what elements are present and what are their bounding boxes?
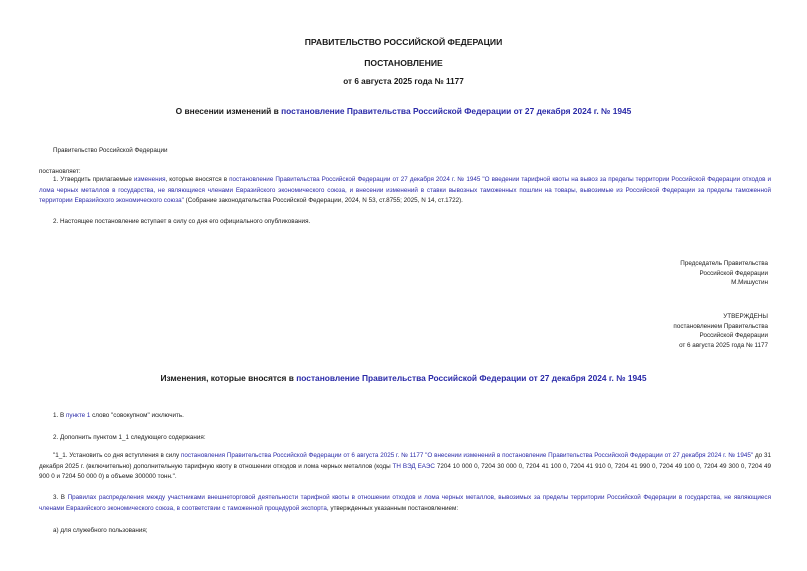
- approved-line-2: постановлением Правительства: [673, 322, 768, 330]
- change-3-rules-link[interactable]: Правилах распределения между участниками внешнеторговой деятельности тарифной квоты в отношении отходов и лома черных металлов, вывозимых за пределы территории Российской Федерации в государства, не являющиеся членами Евразийского экономического союза, в соответствии с таможенной процедурой экспорта: [39, 494, 771, 512]
- document-title: [0, 106, 807, 116]
- approved-block: [673, 312, 768, 351]
- document-type-heading: ПОСТАНОВЛЕНИЕ: [364, 58, 443, 68]
- quote-text-c: 7204 10 000 0, 7204 30 000 0, 7204 41 100 0, 7204 41 910 0, 7204 41 990 0, 7204 49 100 0, 7204 49 300 0, 7204 49 900 0 и 7204 50 000 0) в объеме 300000 тонн.".: [39, 462, 771, 481]
- change-2-paragraph: 2. Дополнить пунктом 1_1 следующего содержания:: [53, 434, 206, 441]
- change-1-point-link[interactable]: пункте 1: [65, 412, 91, 419]
- approved-line-3: Российской Федерации: [699, 332, 768, 340]
- title-link[interactable]: постановление Правительства Российской Федерации от 27 декабря 2024 г. № 1945: [281, 106, 632, 116]
- item-2-paragraph: 2. Настоящее постановление вступает в силу со дня его официального опубликования.: [53, 218, 311, 225]
- quote-decree-link[interactable]: постановления Правительства Российской Федерации от 6 августа 2025 г. № 1177 "О внесении изменений в постановление Правительства Российской Федерации от 27 декабря 2024 г. № 1945": [180, 452, 754, 459]
- change-1-paragraph: [53, 412, 184, 419]
- signature-line-1: Председатель Правительства: [680, 260, 768, 267]
- document-date-number: от 6 августа 2025 года № 1177: [343, 77, 464, 86]
- issuer-text: Правительство Российской Федерации: [53, 147, 168, 154]
- change-1-text-b: слово "совокупном" исключить.: [90, 412, 184, 419]
- quote-text-a: "1_1. Установить со дня вступления в силу: [53, 452, 181, 459]
- quote-text-b: до 31 декабря 2025 г. (включительно) дополнительную тарифную квоту в отношении отходов и лома черных металлов (коды: [39, 452, 771, 470]
- quote-tnved-link[interactable]: ТН ВЭД ЕАЭС: [392, 462, 435, 470]
- item-1-paragraph: [39, 175, 771, 207]
- item-1-decree-link[interactable]: постановление Правительства Российской Федерации от 27 декабря 2024 г. № 1945 "О введении тарифной квоты на вывоз за пределы территории Российской Федерации отходов и лома черных металлов в государства, не являющиеся членами Евразийского экономического союза, и внесении изменений в ставки вывозных таможенных пошлин на товары, вывозимые из Российской Федерации за пределы таможенной территории Евразийского экономического союза": [39, 176, 772, 205]
- change-1-text-a: 1. В: [53, 412, 66, 419]
- approved-line-4: от 6 августа 2025 года № 1177: [679, 342, 768, 350]
- title-prefix: О внесении изменений в: [175, 106, 282, 116]
- change-3-text-a: 3. В: [53, 494, 68, 501]
- change-3-paragraph: [39, 493, 771, 514]
- signature-line-3: М.Мишустин: [731, 279, 768, 287]
- approved-line-1: УТВЕРЖДЕНЫ: [723, 313, 768, 320]
- changes-title-prefix: Изменения, которые вносятся в: [160, 373, 297, 383]
- changes-title: [0, 373, 807, 383]
- change-3-text-b: , утвержденных указанным постановлением:: [326, 504, 459, 512]
- government-heading: ПРАВИТЕЛЬСТВО РОССИЙСКОЙ ФЕДЕРАЦИИ: [304, 37, 503, 47]
- item-1-text-a: 1. Утвердить прилагаемые: [53, 176, 134, 183]
- item-1-changes-link[interactable]: изменения: [133, 176, 166, 183]
- item-1-text-c: (Собрание законодательства Российской Федерации, 2024, N 53, ст.8755; 2025, N 14, ст.1722).: [183, 197, 463, 205]
- decides-text: постановляет:: [39, 168, 81, 175]
- signature-line-2: Российской Федерации: [699, 269, 768, 277]
- changes-title-link[interactable]: постановление Правительства Российской Федерации от 27 декабря 2024 г. № 1945: [296, 373, 647, 383]
- signature-block: [680, 259, 768, 288]
- item-1-text-b: , которые вносятся в: [165, 176, 230, 183]
- quote-paragraph: [39, 451, 771, 483]
- sub-item-a: а) для служебного пользования;: [53, 527, 148, 534]
